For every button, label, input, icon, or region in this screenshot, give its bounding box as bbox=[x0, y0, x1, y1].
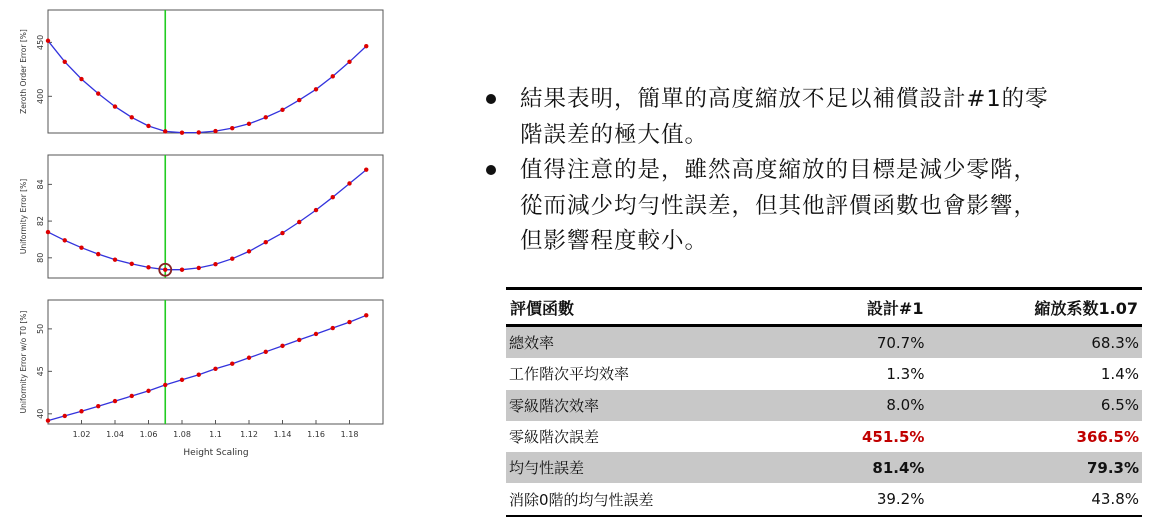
data-point bbox=[297, 98, 301, 102]
row-label: 均勻性誤差 bbox=[506, 452, 796, 483]
bullet-dot-icon bbox=[486, 94, 496, 104]
data-point bbox=[146, 124, 150, 128]
data-point bbox=[247, 249, 251, 253]
data-point bbox=[63, 414, 67, 418]
x-tick-label: 1.1 bbox=[209, 430, 222, 439]
data-point bbox=[46, 418, 50, 422]
data-point bbox=[213, 367, 217, 371]
y-axis-title: Uniformity Error [%] bbox=[19, 178, 28, 255]
data-point bbox=[213, 262, 217, 266]
data-point bbox=[197, 266, 201, 270]
data-point bbox=[213, 129, 217, 133]
design1-value: 39.2% bbox=[796, 483, 928, 515]
data-point bbox=[79, 409, 83, 413]
data-point bbox=[113, 257, 117, 261]
data-point bbox=[163, 268, 167, 272]
data-point bbox=[364, 44, 368, 48]
data-point bbox=[230, 361, 234, 365]
scaled-value: 6.5% bbox=[927, 390, 1142, 421]
data-point bbox=[146, 265, 150, 269]
x-tick-label: 1.16 bbox=[307, 430, 325, 439]
data-point bbox=[280, 231, 284, 235]
bullet-item bbox=[484, 153, 1154, 260]
data-point bbox=[96, 91, 100, 95]
bullet-line: 結果表明，簡單的高度縮放不足以補償設計#1的零 bbox=[520, 86, 1049, 112]
row-label: 零級階次效率 bbox=[506, 390, 796, 421]
data-point bbox=[79, 246, 83, 250]
table-row bbox=[506, 326, 1142, 359]
table-row bbox=[506, 483, 1142, 515]
row-label: 工作階次平均效率 bbox=[509, 365, 630, 384]
y-tick-label: 80 bbox=[36, 252, 45, 263]
data-point bbox=[197, 373, 201, 377]
bullet-line: 從而減少均勻性誤差，但其他評價函數也會影響， bbox=[520, 192, 1038, 219]
data-point bbox=[163, 129, 167, 133]
scaled-value: 1.4% bbox=[1100, 364, 1139, 383]
data-point bbox=[130, 115, 134, 119]
height-scaling-charts bbox=[0, 0, 400, 470]
bullet-line: 值得注意的是，雖然高度縮放的目標是減少零階， bbox=[520, 157, 1038, 183]
data-point bbox=[79, 77, 83, 81]
bullet-item bbox=[484, 82, 1154, 153]
data-point bbox=[247, 122, 251, 126]
x-tick-label: 1.14 bbox=[273, 430, 292, 439]
design1-value: 1.3% bbox=[886, 364, 925, 383]
row-label: 零級階次誤差 bbox=[509, 428, 600, 447]
bullet-dot-icon bbox=[486, 165, 496, 175]
data-point bbox=[264, 350, 268, 354]
y-tick-label: 45 bbox=[36, 366, 45, 377]
bullet-line: 但影響程度較小。 bbox=[520, 228, 709, 254]
data-point bbox=[331, 195, 335, 199]
data-point bbox=[264, 115, 268, 119]
design1-value: 81.4% bbox=[796, 452, 928, 483]
design1-value: 70.7% bbox=[796, 326, 928, 359]
x-tick-label: 1.04 bbox=[106, 430, 124, 439]
data-point bbox=[96, 404, 100, 408]
data-point bbox=[163, 383, 167, 387]
y-tick-label: 450 bbox=[36, 34, 45, 51]
scaled-value: 79.3% bbox=[927, 452, 1142, 483]
bullet-line: 階誤差的極大值。 bbox=[520, 121, 709, 148]
data-point bbox=[197, 130, 201, 134]
table-row bbox=[506, 358, 1142, 389]
data-point bbox=[113, 399, 117, 403]
table-header-row bbox=[506, 289, 1142, 326]
data-point bbox=[63, 238, 67, 242]
data-point bbox=[146, 389, 150, 393]
data-point bbox=[364, 313, 368, 317]
data-point bbox=[130, 262, 134, 266]
data-point bbox=[347, 60, 351, 64]
data-point bbox=[297, 220, 301, 224]
y-tick-label: 50 bbox=[36, 323, 45, 334]
y-tick-label: 82 bbox=[36, 215, 45, 227]
data-point bbox=[331, 74, 335, 78]
row-label: 總效率 bbox=[506, 326, 796, 359]
plot-frame bbox=[48, 155, 383, 278]
y-tick-label: 40 bbox=[36, 408, 45, 419]
data-point bbox=[180, 268, 184, 272]
table-row bbox=[506, 390, 1142, 421]
data-point bbox=[113, 104, 117, 108]
x-tick-label: 1.08 bbox=[173, 430, 191, 439]
data-point bbox=[364, 167, 368, 171]
data-point bbox=[264, 240, 268, 244]
data-point bbox=[180, 130, 184, 134]
uniformity-error-wo-t0-plot bbox=[19, 300, 383, 439]
uniformity-error-plot bbox=[19, 155, 383, 278]
data-point bbox=[46, 230, 50, 234]
x-tick-label: 1.18 bbox=[340, 430, 359, 439]
data-point bbox=[347, 320, 351, 324]
x-tick-label: 1.12 bbox=[240, 430, 258, 439]
y-tick-label: 400 bbox=[36, 88, 45, 104]
data-point bbox=[46, 39, 50, 43]
row-label: 消除0階的均勻性誤差 bbox=[506, 483, 796, 515]
x-axis-title: Height Scaling bbox=[183, 448, 249, 458]
col-header-metric: 評價函數 bbox=[506, 289, 796, 326]
scaled-value: 366.5% bbox=[1076, 427, 1139, 446]
data-point bbox=[314, 87, 318, 91]
design1-value: 8.0% bbox=[796, 390, 928, 421]
col-header-scaled: 縮放系数1.07 bbox=[927, 289, 1142, 326]
bullet-list bbox=[484, 82, 1154, 260]
scaled-value: 43.8% bbox=[927, 483, 1142, 515]
data-point bbox=[297, 338, 301, 342]
x-tick-label: 1.02 bbox=[72, 430, 91, 439]
data-point bbox=[230, 126, 234, 130]
data-point bbox=[180, 378, 184, 382]
design1-value: 451.5% bbox=[861, 427, 925, 446]
data-point bbox=[314, 332, 318, 336]
data-point bbox=[280, 344, 284, 348]
data-point bbox=[280, 108, 284, 112]
x-tick-label: 1.06 bbox=[139, 430, 158, 439]
zeroth-order-error-plot bbox=[19, 10, 383, 135]
y-axis-title: Zeroth Order Error [%] bbox=[19, 29, 28, 114]
table-row bbox=[506, 421, 1142, 452]
data-point bbox=[130, 394, 134, 398]
y-axis-title: Uniformity Error w/o T0 [%] bbox=[19, 310, 28, 414]
data-point bbox=[96, 252, 100, 256]
comparison-table bbox=[506, 287, 1142, 517]
data-point bbox=[347, 181, 351, 185]
data-point bbox=[230, 257, 234, 261]
data-point bbox=[247, 356, 251, 360]
plot-frame bbox=[48, 10, 383, 133]
data-point bbox=[331, 326, 335, 330]
data-point bbox=[314, 208, 318, 212]
col-header-design1: 設計#1 bbox=[796, 289, 928, 326]
table-row bbox=[506, 452, 1142, 483]
data-point bbox=[63, 60, 67, 64]
y-tick-label: 84 bbox=[36, 179, 45, 190]
scaled-value: 68.3% bbox=[927, 326, 1142, 359]
